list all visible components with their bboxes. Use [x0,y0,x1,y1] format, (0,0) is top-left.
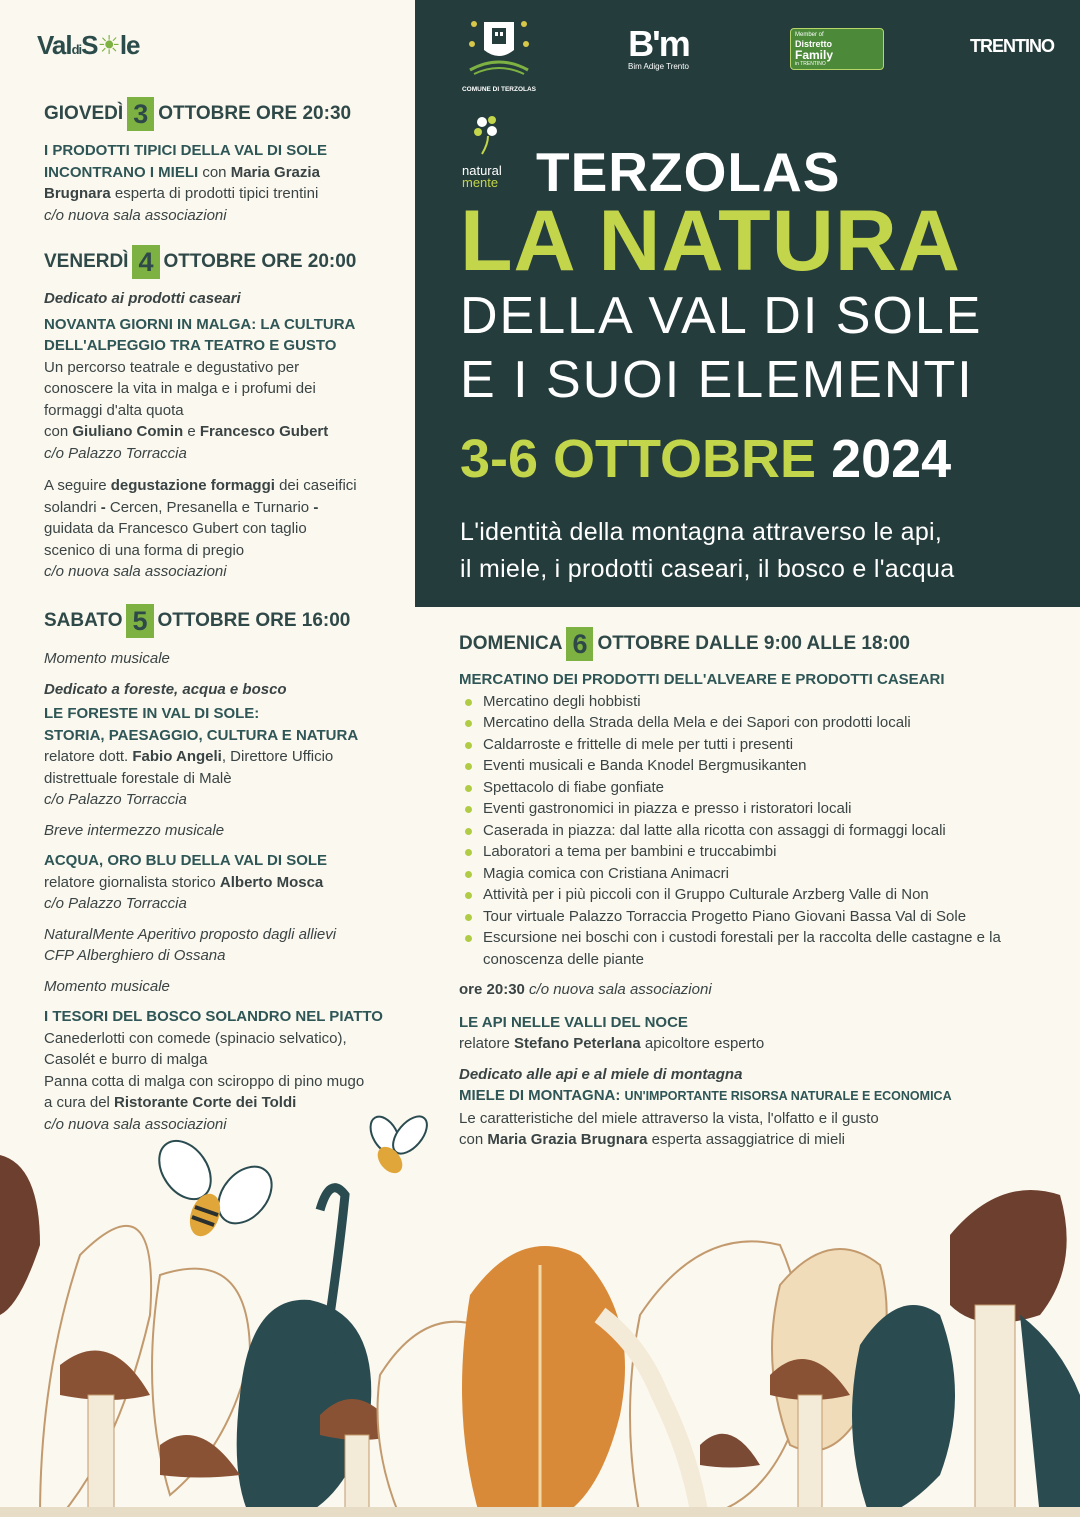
day-number: 5 [126,604,153,638]
event-title-4: I TESORI DEL BOSCO SOLANDRO NEL PIATTO [44,1008,383,1025]
event-title-2: LE API NELLE VALLI DEL NOCE [459,1013,688,1031]
title-dates [460,428,951,490]
event-location: c/o nuova sala associazioni [44,206,227,224]
crest-icon [464,14,534,82]
day-heading-thursday: GIOVEDÌ 3 OTTOBRE ORE 20:30 [44,99,352,129]
activity-item: Mercatino degli hobbisti [459,691,1039,713]
bim-logo [628,23,689,71]
event-location: c/o Palazzo Torraccia [44,444,187,462]
dates-year: 2024 [831,429,952,489]
activity-item: Tour virtuale Palazzo Torraccia Progetto Piano Giovani Bassa Val di Sole [459,906,1039,928]
subtitle-line-2: il miele, i prodotti caseari, il bosco e l'acqua [460,555,955,583]
activity-item: Eventi musicali e Banda Knodel Bergmusikanten [459,755,1039,777]
dates-range: 3-6 OTTOBRE [460,429,817,489]
title-terzolas: TERZOLAS [536,141,841,203]
event-friday: Dedicato ai prodotti caseari NOVANTA GIORNI IN MALGA: LA CULTURA DELL'ALPEGGIO TRA TEATRO E GUSTO Un percorso teatrale e degustativo per conoscere la vita in malga e i profumi dei formaggi d'alta quota con Giuliano Comin e Francesco Gubert c/o Palazzo Torraccia A seguire degustazione formaggi dei caseifici solandri - Cercen, Presanella e Turnario - guidata da Francesco Gubert con taglio scenico di una forma di pregio c/o nuova sala associazioni [44,288,404,583]
activity-item: Magia comica con Cristiana Animacri [459,863,1039,885]
event-title-2: DELL'ALPEGGIO TRA TEATRO E GUSTO [44,337,337,354]
title-line-2: DELLA VAL DI SOLE [460,287,983,345]
activity-item: Escursione nei boschi con i custodi forestali per la raccolta delle castagne e la conoscenza delle piante [459,927,1039,970]
bee-icon [365,1115,434,1178]
event-title-3: ACQUA, ORO BLU DELLA VAL DI SOLE [44,852,328,869]
event-title: MERCATINO DEI PRODOTTI DELL'ALVEARE E PRODOTTI CASEARI [459,671,945,688]
day-heading-saturday: SABATO 5 OTTOBRE ORE 16:00 [44,606,351,636]
day-heading-sunday: DOMENICA 6 OTTOBRE DALLE 9:00 ALLE 18:00 [459,629,910,659]
comune-terzolas-logo [460,14,538,93]
distretto-family-logo [790,28,884,70]
activity-item: Attività per i più piccoli con il Gruppo Culturale Arzberg Valle di Non [459,884,1039,906]
event-title: NOVANTA GIORNI IN MALGA: LA CULTURA [44,315,356,333]
naturalmente-line-1: natural [462,163,502,178]
activity-item: Laboratori a tema per bambini e truccabimbi [459,841,1039,863]
activity-item: Caserada in piazza: dal latte alla ricotta con assaggi di formaggi locali [459,820,1039,842]
day-heading-friday: VENERDÌ 4 OTTOBRE ORE 20:00 [44,247,357,277]
subtitle [460,514,1060,588]
event-dedication: Dedicato a foreste, acqua e bosco [44,680,287,698]
activity-list [459,691,1039,971]
event-dedication: Dedicato alle api e al miele di montagna [459,1065,743,1083]
family-line-2: Distretto [795,39,833,49]
bee-icon [149,1131,283,1240]
event-title-2: STORIA, PAESAGGIO, CULTURA E NATURA [44,726,359,744]
flower-icon [468,114,508,160]
bim-mark: B'm [628,23,689,64]
event-thursday: I PRODOTTI TIPICI DELLA VAL DI SOLE INCONTRANO I MIELI con Maria Grazia Brugnara esperta di prodotti tipici trentini c/o nuova sala associazioni [44,140,394,226]
event-sunday: MERCATINO DEI PRODOTTI DELL'ALVEARE E PRODOTTI CASEARI Mercatino degli hobbisti Mercatino della Strada della Mela e dei Sapori con prodotti locali Caldarroste e frittelle di mele per tutti i presenti Eventi musicali e Banda Knodel Bergmusikanten Spettacolo di fiabe gonfiate Eventi gastronomici in piazza e presso i ristoratori locali Caserada in piazza: dal latte alla ricotta con assaggi di formaggi locali Laboratori a tema per bambini e truccabimbi Magia comica con Cristiana Animacri Attività per i più piccoli con il Gruppo Culturale Arzberg Valle di Non Tour virtuale Palazzo Torraccia Progetto Piano Giovani Bassa Val di Sole Escursione nei boschi con i custodi forestali per la raccolta delle castagne e la conoscenza delle piante ore 20:30 c/o nuova sala associazioni LE API NELLE VALLI DEL NOCE relatore Stefano Peterlana apicoltore esperto Dedicato alle api e al miele di montagna MIELE DI MONTAGNA: UN'IMPORTANTE RISORSA NATURALE E ECONOMICA Le caratteristiche del miele attraverso la vista, l'olfatto e il gusto con Maria Grazia Brugnara esperta assaggiatrice di mieli [459,669,1039,1151]
comune-caption: COMUNE DI TERZOLAS [461,86,537,93]
event-title: LE FORESTE IN VAL DI SOLE: [44,705,260,722]
title-la-natura: LA NATURA [460,193,962,289]
event-saturday: Momento musicale Dedicato a foreste, acqua e bosco LE FORESTE IN VAL DI SOLE: STORIA, PAESAGGIO, CULTURA E NATURA relatore dott. Fabio Angeli, Direttore Ufficio distrettuale forestale di Malè c/o Palazzo Torraccia Breve intermezzo musicale ACQUA, ORO BLU DELLA VAL DI SOLE relatore giornalista storico Alberto Mosca c/o Palazzo Torraccia NaturalMente Aperitivo proposto dagli allievi CFP Alberghiero di Ossana Momento musicale I TESORI DEL BOSCO SOLANDRO NEL PIATTO Canederlotti con comede (spinacio selvatico), Casolét e burro di malga Panna cotta di malga con sciroppo di pino mugo a cura del Ristorante Corte dei Toldi c/o nuova sala associazioni [44,648,414,1135]
val-di-sole-logo: ValdiS☀le [37,30,140,60]
event-location-2: c/o nuova sala associazioni [44,563,227,580]
event-dedication: Dedicato ai prodotti caseari [44,290,241,307]
day-number: 6 [566,627,593,661]
nature-illustration [0,1115,1080,1517]
naturalmente-logo [462,114,508,190]
day-number: 3 [127,97,154,131]
subtitle-line-1: L'identità della montagna attraverso le api, [460,518,943,546]
bim-caption: Bim Adige Trento [628,62,689,71]
event-title: I PRODOTTI TIPICI DELLA VAL DI SOLE [44,142,328,159]
family-line-4: in TRENTINO [795,61,826,67]
family-line-1: Member of [795,32,824,38]
activity-item: Mercatino della Strada della Mela e dei Sapori con prodotti locali [459,712,1039,734]
title-line-3: E I SUOI ELEMENTI [460,351,974,409]
activity-item: Eventi gastronomici in piazza e presso i ristoratori locali [459,798,1039,820]
sun-icon: ☀ [97,30,120,60]
activity-item: Caldarroste e frittelle di mele per tutti i presenti [459,734,1039,756]
naturalmente-line-2: mente [462,175,499,190]
trentino-logo: TRENTINO [970,36,1054,56]
family-line-3: Family [795,48,834,62]
day-number: 4 [132,245,159,279]
activity-item: Spettacolo di fiabe gonfiate [459,777,1039,799]
